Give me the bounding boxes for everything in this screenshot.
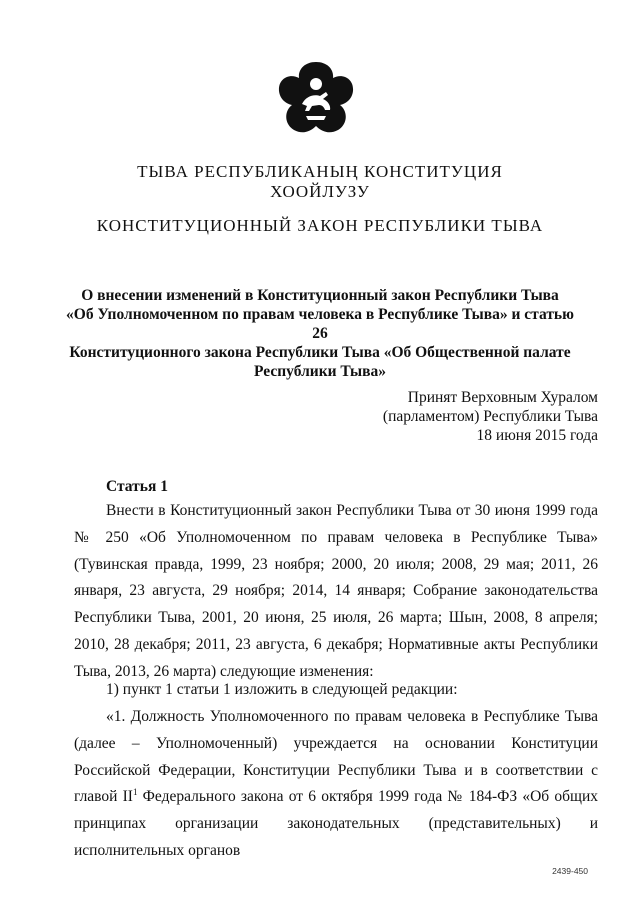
law-title-line2: «Об Уполномоченном по правам человека в Республике Тыва» и статью 26 [66,306,574,342]
adoption-line1: Принят Верховным Хуралом [407,389,598,406]
body-item-1: 1) пункт 1 статьи 1 изложить в следующей редакции: [106,681,458,698]
body-quote [74,704,598,865]
tuvan-header-line2: ХООЙЛУЗУ [270,182,370,201]
quote-part-2: Федерального закона от 6 октября 1999 года № 184-ФЗ «Об общих принципах организации законодательных (представительных) и исполнительных органов [74,788,598,859]
tuvan-header-line1: ТЫВА РЕСПУБЛИКАНЫҢ КОНСТИТУЦИЯ [137,162,503,181]
adoption-date: 18 июня 2015 года [476,427,598,444]
law-title-line3: Конституционного закона Республики Тыва «Об Общественной палате [69,344,571,361]
quote-part-1: «1. Должность Уполномоченного по правам человека в Республике Тыва (далее – Уполномоченный) учреждается на основании Конституции Российской Федерации, Конституции Республики Тыва и в соответствии с главой II [74,708,598,806]
body-paragraph-1: Внести в Конституционный закон Республики Тыва от 30 июня 1999 года № 250 «Об Уполномоченном по правам человека в Республике Тыва» (Тувинская правда, 1999, 23 ноября; 2000, 20 июля; 2008, 29 мая; 2011, 26 января, 23 августа, 29 ноября; 2014, 14 января; Собрание законодательства Республики Тыва, 2001, 20 июня, 25 июля, 26 марта; Шын, 2008, 8 апреля; 2010, 28 декабря; 2011, 23 августа, 6 декабря; Нормативные акты Республики Тыва, 2013, 26 марта) следующие изменения: [74,502,598,680]
law-title-line1: О внесении изменений в Конституционный закон Республики Тыва [81,287,559,304]
adoption-line2: (парламентом) Республики Тыва [382,408,598,425]
tuvan-header [0,162,640,202]
emblem-base [306,116,326,120]
russian-header: КОНСТИТУЦИОННЫЙ ЗАКОН РЕСПУБЛИКИ ТЫВА [96,216,544,235]
article-heading: Статья 1 [106,478,168,495]
law-title [60,286,580,381]
coat-of-arms-emblem [276,58,356,138]
emblem-sun [310,78,322,90]
law-title-line4: Республики Тыва» [254,363,386,380]
adoption-block [383,388,598,445]
document-number: 2439-450 [552,866,588,876]
quote-superscript: 1 [132,787,138,798]
